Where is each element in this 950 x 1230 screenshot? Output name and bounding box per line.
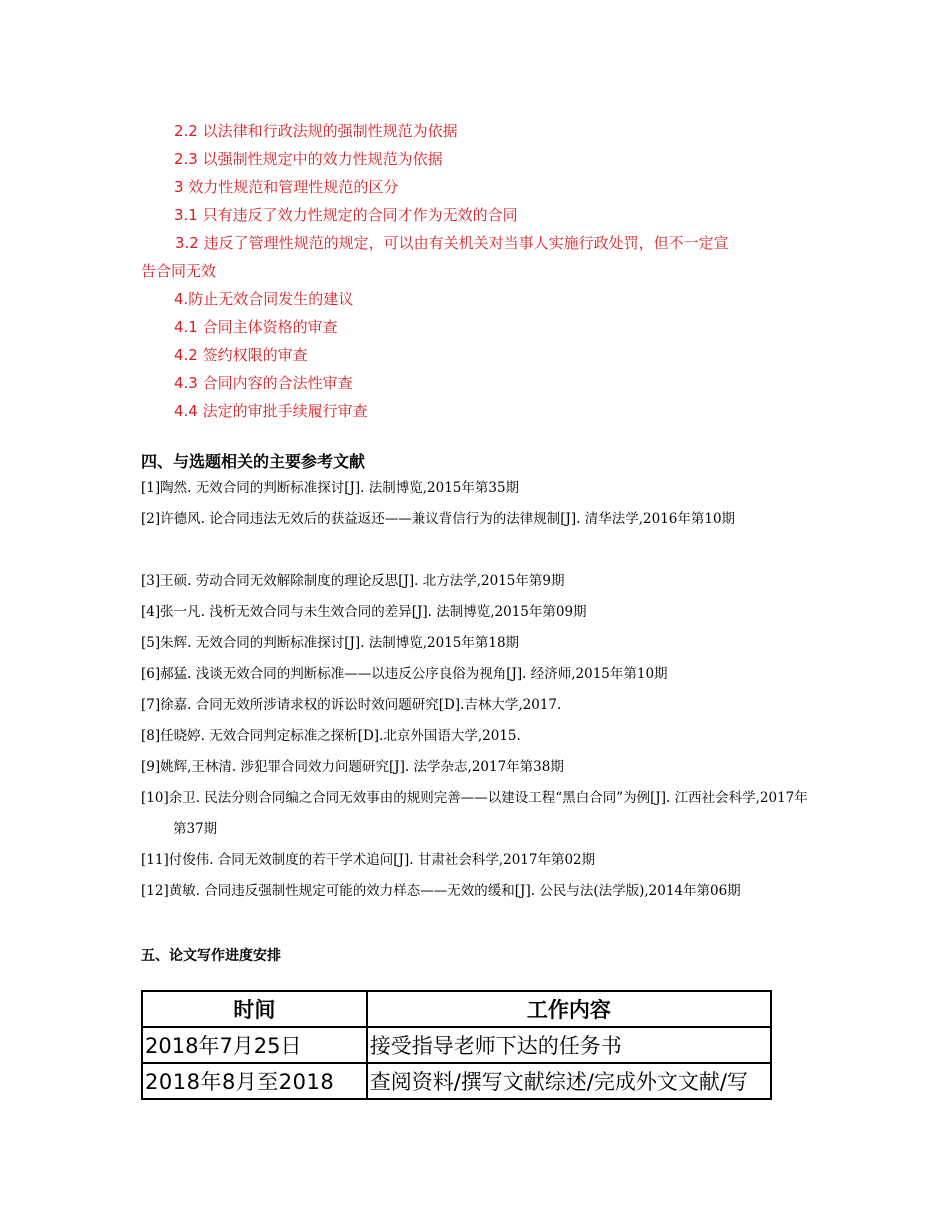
schedule-table xyxy=(141,990,772,1100)
column-header-time: 时间 xyxy=(142,991,367,1027)
table-cell-content: 查阅资料/撰写文献综述/完成外文文献/写 xyxy=(367,1063,771,1099)
outline-item-3-2-line1: 3.2 违反了管理性规范的规定，可以由有关机关对当事人实施行政处罚，但不一定宣 xyxy=(175,234,729,252)
column-header-content: 工作内容 xyxy=(367,991,771,1027)
outline-item-3-2 xyxy=(141,229,821,285)
outline-item-4-2: 4.2 签约权限的审查 xyxy=(174,346,308,364)
table-row xyxy=(142,1027,771,1063)
reference-item: [2]许德风. 论合同违法无效后的获益返还——兼议背信行为的法律规制[J]. 清华法学,2016年第10期 xyxy=(141,511,736,527)
table-header-row xyxy=(142,991,771,1027)
reference-item: [8]任晓婷. 无效合同判定标准之探析[D].北京外国语大学,2015. xyxy=(141,728,521,744)
table-row xyxy=(142,1063,771,1099)
table-cell-time: 2018年8月至2018 xyxy=(142,1063,367,1099)
reference-item: [9]姚辉,王林清. 涉犯罪合同效力问题研究[J]. 法学杂志,2017年第38期 xyxy=(141,759,564,775)
reference-item: [12]黄敏. 合同违反强制性规定可能的效力样态——无效的缓和[J]. 公民与法(法学版),2014年第06期 xyxy=(141,883,741,899)
reference-item: [4]张一凡. 浅析无效合同与未生效合同的差异[J]. 法制博览,2015年第09期 xyxy=(141,604,587,620)
table-cell-time: 2018年7月25日 xyxy=(142,1027,367,1063)
outline-item-4-1: 4.1 合同主体资格的审查 xyxy=(174,318,338,336)
outline-item-4: 4.防止无效合同发生的建议 xyxy=(174,290,354,308)
outline-item-2-3: 2.3 以强制性规定中的效力性规范为依据 xyxy=(174,150,443,168)
outline-item-3: 3 效力性规范和管理性规范的区分 xyxy=(174,178,399,196)
schedule-heading: 五、论文写作进度安排 xyxy=(141,948,281,964)
reference-item: [6]郝猛. 浅谈无效合同的判断标准——以违反公序良俗为视角[J]. 经济师,2015年第10期 xyxy=(141,666,668,682)
reference-item: [5]朱辉. 无效合同的判断标准探讨[J]. 法制博览,2015年第18期 xyxy=(141,635,520,651)
outline-item-4-4: 4.4 法定的审批手续履行审查 xyxy=(174,402,368,420)
outline-item-3-1: 3.1 只有违反了效力性规定的合同才作为无效的合同 xyxy=(174,206,518,224)
outline-item-4-3: 4.3 合同内容的合法性审查 xyxy=(174,374,353,392)
outline-item-3-2-line2: 告合同无效 xyxy=(141,262,217,280)
reference-item: [11]付俊伟. 合同无效制度的若干学术追问[J]. 甘肃社会科学,2017年第02期 xyxy=(141,852,596,868)
references-heading: 四、与选题相关的主要参考文献 xyxy=(141,452,366,471)
reference-item: [7]徐嘉. 合同无效所涉请求权的诉讼时效问题研究[D].吉林大学,2017. xyxy=(141,697,562,713)
outline-item-2-2: 2.2 以法律和行政法规的强制性规范为依据 xyxy=(174,122,458,140)
reference-item: [1]陶然. 无效合同的判断标准探讨[J]. 法制博览,2015年第35期 xyxy=(141,480,520,496)
table-cell-content: 接受指导老师下达的任务书 xyxy=(367,1027,771,1063)
reference-item: [10]余卫. 民法分则合同编之合同无效事由的规则完善——以建设工程“黑白合同”为例[J]. 江西社会科学,2017年第37期 xyxy=(141,790,808,837)
reference-item: [3]王硕. 劳动合同无效解除制度的理论反思[J]. 北方法学,2015年第9期 xyxy=(141,573,565,589)
